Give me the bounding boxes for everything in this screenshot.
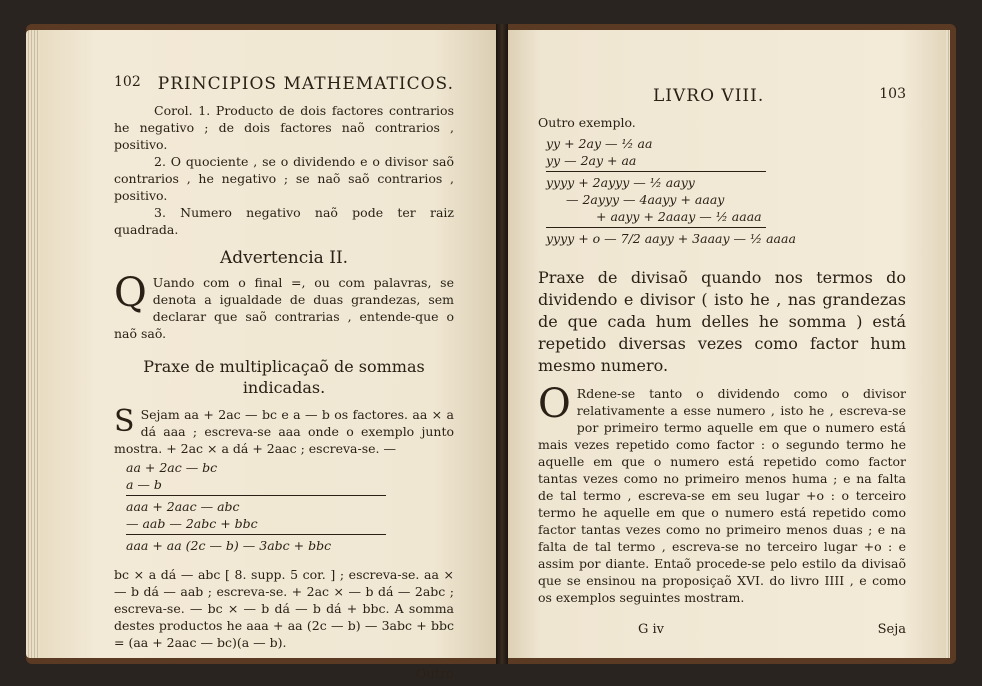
left-head-title: PRINCIPIOS MATHEMATICOS.	[157, 74, 454, 94]
math-line: yyyy + 2ayyy — ½ aayy	[546, 175, 695, 190]
right-page-number: 103	[879, 86, 906, 102]
book-gutter	[496, 24, 508, 664]
math-rule	[546, 227, 766, 228]
right-running-head	[538, 86, 906, 106]
math-line: aaa + aa (2c — b) — 3abc + bbc	[126, 538, 332, 553]
left-catchword: Outro	[415, 667, 454, 682]
math-line: a — b	[126, 477, 162, 492]
advertencia-paragraph	[114, 270, 454, 342]
math-rule	[126, 534, 386, 535]
advertencia-text: Uando com o final =, ou com palavras, se denota a igualdade de duas grandezas, sem declarar que saõ contrarias , entende-que o naõ saõ.	[114, 275, 454, 341]
drop-cap-3: O	[538, 381, 571, 427]
corollary-2: 2. O quociente , se o dividendo e o divisor saõ contrarios , he negativo ; se naõ saõ contrarios , positivo.	[114, 154, 454, 203]
math-line: aaa + 2aac — abc	[126, 499, 240, 514]
division-text: Rdene-se tanto o dividendo como o divisor relativamente a esse numero , isto he , escreva-se por primeiro termo aquelle em que o numero está mais vezes repetido como factor : o segundo termo he aquelle em que o numero está repetido como factor tantas vezes como no primeiro menos huma ; e na falta de tal termo , escreva-se em seu lugar +o : o terceiro termo he aquelle em que o numero está repetido como factor tantas vezes como no primeiro menos duas ; e na falta de tal termo , escreva-se no terceiro lugar +o : e assim por diante. Entaõ procede-se pelo estilo da divisaõ que se ensinou na proposiçaõ XVI. do livro IIII , e como os exemplos seguintes mostram.	[538, 386, 906, 605]
corollary-1: Corol. 1. Producto de dois factores contrarios he negativo ; de dois factores naõ contrarios , positivo.	[114, 103, 454, 152]
math-line: + aayy + 2aaay — ½ aaaa	[596, 209, 762, 224]
left-footer	[114, 667, 454, 682]
math-line: — aab — 2abc + bbc	[126, 516, 258, 531]
continuation-paragraph: bc × a dá — abc [ 8. supp. 5 cor. ] ; escreva-se. aa × — b dá — aab ; escreva-se. + 2ac × — b dá — 2abc ; escreva-se. — bc × — b dá — b dá + bbc. A somma destes productos he aaa + aa (2c — b) — 3abc + bbc = (aa + 2aac — bc)(a — b).	[114, 567, 454, 650]
corollary-3: 3. Numero negativo naõ pode ter raiz quadrada.	[114, 205, 454, 237]
left-page-number: 102	[114, 74, 141, 90]
drop-cap-2: S	[114, 404, 135, 439]
open-book	[26, 24, 956, 682]
division-praxe-title: Praxe de divisaõ quando nos termos do dividendo e divisor ( isto he , nas grandezas de que cada hum delles he somma ) está repetido diversas vezes como factor hum mesmo numero.	[538, 268, 906, 375]
math-line: — 2ayyy — 4aayy + aaay	[566, 192, 725, 207]
left-running-head	[114, 74, 454, 94]
right-catchword: Seja	[877, 622, 906, 637]
math-line: yyyy + o — 7/2 aayy + 3aaay — ½ aaaa	[546, 231, 796, 246]
praxe-text: Sejam aa + 2ac — bc e a — b os factores. aa × a dá aaa ; escreva-se aaa onde o exemplo junto mostra. + 2ac × a dá + 2aac ; escreva-se. —	[114, 407, 454, 456]
drop-cap: Q	[114, 270, 147, 316]
praxe-paragraph	[114, 406, 454, 457]
division-paragraph	[538, 381, 906, 606]
math-line: yy — 2ay + aa	[546, 153, 637, 168]
math-rule	[546, 171, 766, 172]
math-line: yy + 2ay — ½ aa	[546, 136, 653, 151]
multiplication-example	[114, 459, 454, 554]
example-label: Outro exemplo.	[538, 115, 636, 130]
right-footer	[538, 622, 906, 637]
right-head-title: LIVRO VIII.	[653, 86, 765, 106]
right-page	[496, 30, 946, 658]
math-rule	[126, 495, 386, 496]
section-title: Advertencia II.	[219, 248, 349, 268]
math-line: aa + 2ac — bc	[126, 460, 218, 475]
division-example	[538, 135, 906, 247]
left-page	[40, 30, 502, 682]
praxe-title: Praxe de multiplicaçaõ de sommas indicadas.	[143, 357, 425, 397]
signature-mark: G iv	[638, 622, 665, 637]
